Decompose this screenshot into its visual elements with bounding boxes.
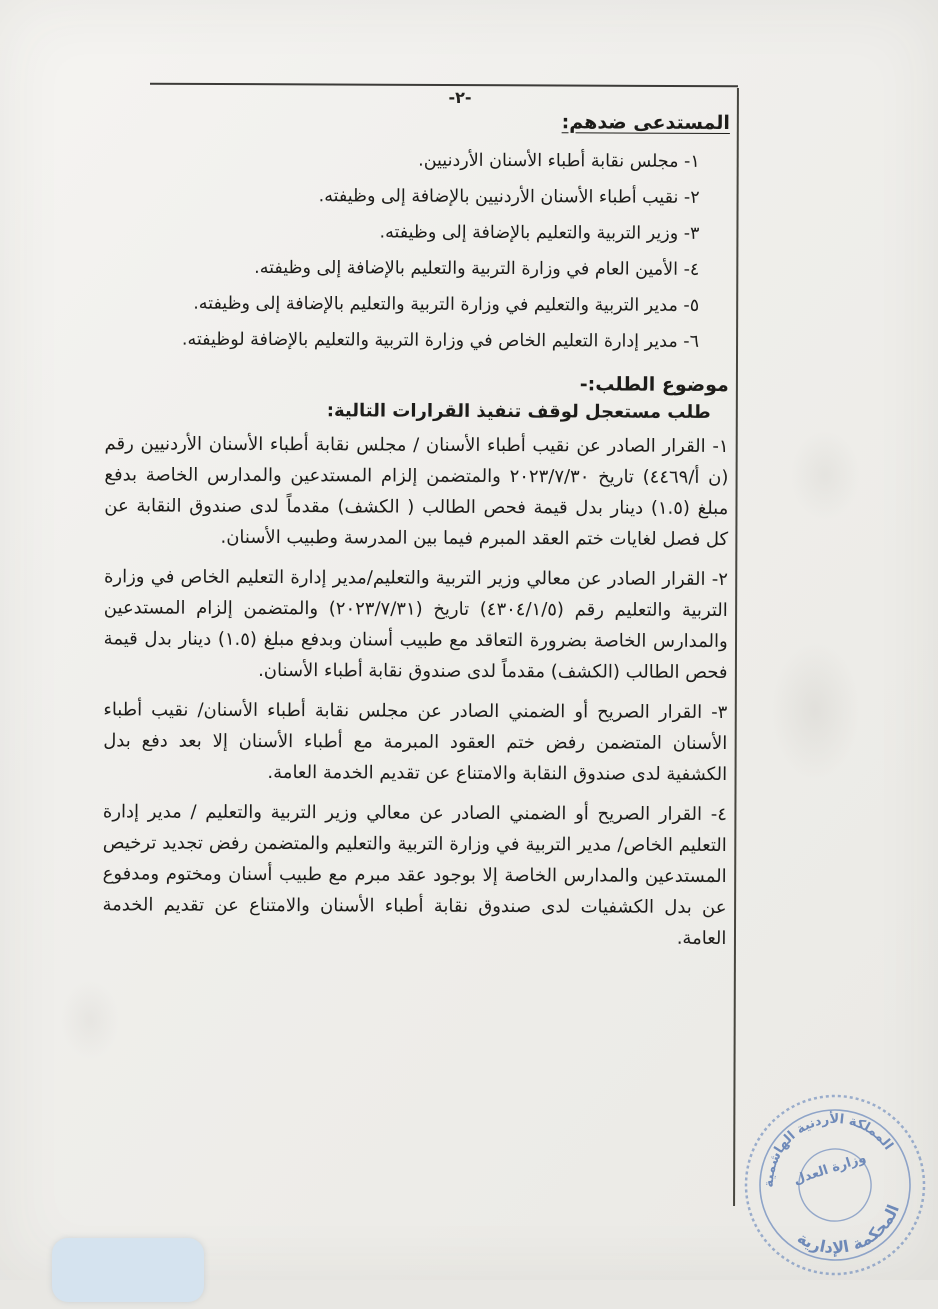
scan-smudge [770,640,860,780]
document-body [102,109,730,963]
decision-paragraph-4: ٤- القرار الصريح أو الضمني الصادر عن معالي وزير التربية والتعليم / مدير إدارة التعليم الخاص/ مدير التربية في وزارة التربية والتعليم والمتضمن رفض تجديد ترخيص المستدعين والمدارس الخاصة إلا بوجود عقد مبرم مع طبيب أسنان ومختوم ومدفوع عن بدل الكشفيات لدى صندوق نقابة أطباء الأسنان والامتناع عن تقديم الخدمة العامة. [102,796,727,954]
stamp-outer-ring [723,1073,938,1297]
respondent-item: ١- مجلس نقابة أطباء الأسنان الأردنيين. [106,141,730,180]
top-horizontal-rule [150,83,738,88]
respondent-item: ٤- الأمين العام في وزارة التربية والتعليم بالإضافة إلى وظيفته. [105,249,729,288]
corner-tab [52,1238,204,1302]
stamp-text-middle: وزارة العدل [792,1151,868,1188]
scan-smudge [60,980,120,1060]
decision-paragraph-2: ٢- القرار الصادر عن معالي وزير التربية والتعليم/مدير إدارة التعليم الخاص في وزارة التربية والتعليم رقم (٤٣٠٤/١/٥) تاريخ (٢٠٢٣/٧/٣١) والمتضمن إلزام المستدعين والمدارس الخاصة بضرورة التعاقد مع طبيب أسنان وبدفع مبلغ (١.٥) دينار بدل قيمة فحص الطالب (الكشف) مقدماً لدى صندوق نقابة أطباء الأسنان. [103,561,728,688]
respondent-item: ٦- مدير إدارة التعليم الخاص في وزارة التربية والتعليم بالإضافة لوظيفته. [105,321,729,360]
decision-paragraph-3: ٣- القرار الصريح أو الضمني الصادر عن مجلس نقابة أطباء الأسنان/ نقيب أطباء الأسنان المتضمن رفض ختم العقود المبرمة مع أطباء الأسنان إلا بعد دفع بدل الكشفية لدى صندوق النقابة والامتناع عن تقديم الخدمة العامة. [103,694,727,790]
stamp-text-bottom: المحكمة الإدارية [790,1197,912,1271]
scan-smudge [790,430,860,520]
svg-text:المحكمة الإدارية [790,1197,912,1271]
respondent-item: ٥- مدير التربية والتعليم في وزارة التربية والتعليم بالإضافة إلى وظيفته. [105,285,729,324]
subject-heading: موضوع الطلب:- [105,371,729,396]
stamp-text-top: المملكة الأردنية الهاشمية [746,1094,897,1192]
urgent-request-line: طلب مستعجل لوقف تنفيذ القرارات التالية: [105,399,729,423]
court-stamp-graphic [715,1065,938,1304]
respondents-heading: المستدعى ضدهم: [106,109,730,134]
page-number: -٢- [420,88,500,107]
court-stamp [715,1065,938,1304]
decision-paragraph-1: ١- القرار الصادر عن نقيب أطباء الأسنان / مجلس نقابة أطباء الأسنان الأردنيين رقم (ن أ/٤٤٦٩) تاريخ ٢٠٢٣/٧/٣٠ والمتضمن إلزام المستدعين والمدارس الخاصة بدفع مبلغ (١.٥) دينار بدل قيمة فحص الطالب ( الكشف) مقدماً لدى صندوق النقابة عن كل فصل لغايات ختم العقد المبرم فيما بين المدرسة وطبيب الأسنان. [104,428,729,555]
respondent-item: ٢- نقيب أطباء الأسنان الأردنيين بالإضافة إلى وظيفته. [106,177,730,216]
right-margin-line [733,88,739,1206]
respondent-item: ٣- وزير التربية والتعليم بالإضافة إلى وظيفته. [105,213,729,252]
